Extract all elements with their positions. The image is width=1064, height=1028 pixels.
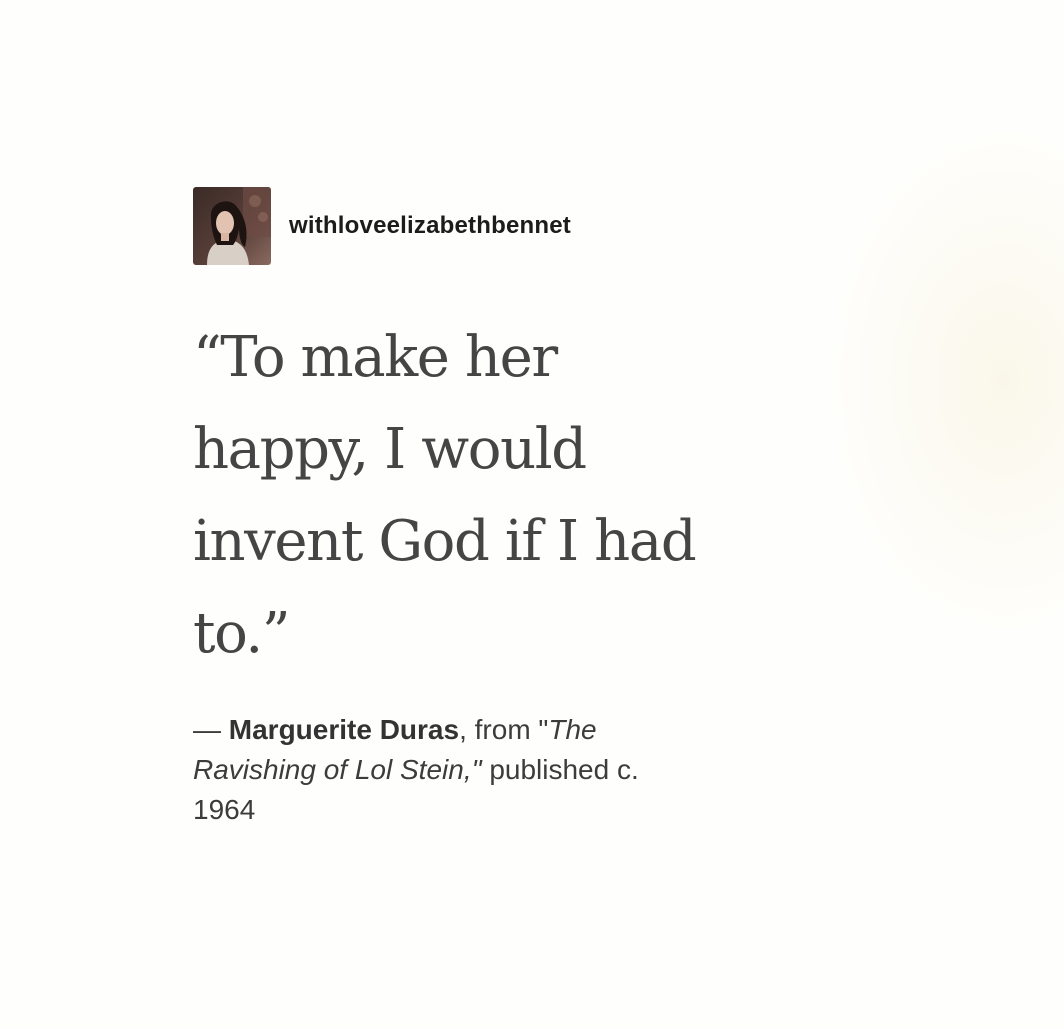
attribution-from: , from ": [459, 714, 549, 745]
quote-line: “To make her: [193, 325, 557, 390]
publication-year: 1964: [193, 794, 256, 825]
quote-line: happy, I would: [193, 417, 586, 482]
portrait-photo-avatar-icon[interactable]: [193, 187, 271, 265]
quote-post: [193, 186, 833, 830]
book-title-end: Ravishing of Lol Stein,": [193, 754, 482, 785]
quote-text: [193, 312, 813, 680]
quote-line: invent God if I had: [193, 509, 696, 574]
post-header: [193, 186, 833, 266]
quote-line: to.”: [193, 601, 290, 666]
attribution-dash: —: [193, 714, 221, 745]
quote-attribution: [193, 710, 813, 830]
background-glow: [824, 120, 1064, 640]
book-title-start: The: [548, 714, 597, 745]
published-text: published c.: [481, 754, 639, 785]
attribution-line-2: [193, 750, 813, 790]
author-name: Marguerite Duras: [228, 714, 460, 745]
username-link[interactable]: withloveelizabethbennet: [289, 212, 571, 239]
attribution-line-1: [193, 710, 813, 750]
